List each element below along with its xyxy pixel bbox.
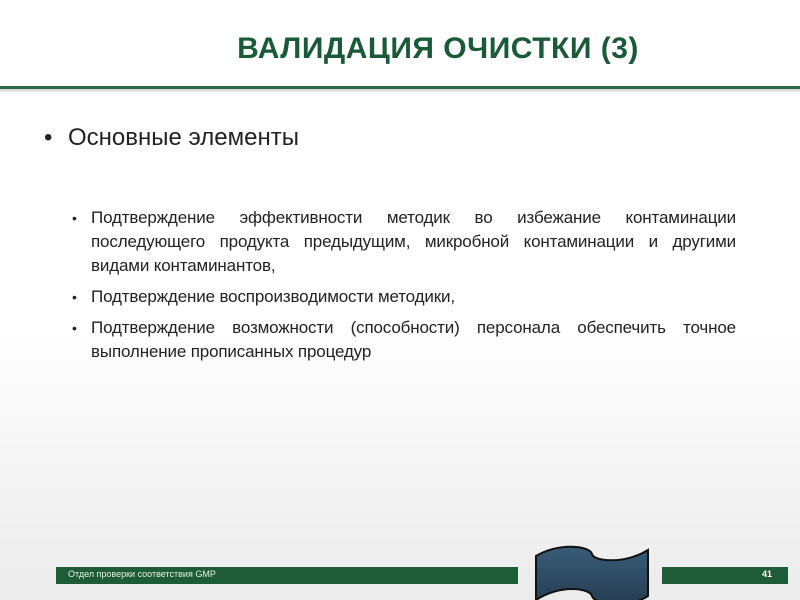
list-bullet: •: [72, 289, 77, 305]
list-item-text: Подтверждение эффективности методик во избежание контаминации последующего продукта предыдущим, микробной контаминации и другими видами контаминантов,: [91, 208, 736, 275]
heading-text: Основные элементы: [68, 124, 299, 151]
flag-icon[interactable]: [530, 542, 654, 600]
list-item-text: Подтверждение воспроизводимости методики,: [91, 287, 455, 306]
footer-bar: [56, 567, 518, 584]
list-item-text: Подтверждение возможности (способности) персонала обеспечить точное выполнение прописанных процедур: [91, 318, 736, 361]
section-heading: [44, 124, 299, 152]
list-bullet: •: [72, 320, 77, 336]
page-number: 41: [761, 569, 772, 579]
footer-bar-right: [662, 567, 788, 584]
list-bullet: •: [72, 210, 77, 226]
slide-title: ВАЛИДАЦИЯ ОЧИСТКИ (3): [237, 32, 639, 65]
bullet-list: [72, 206, 736, 371]
footer-department: Отдел проверки соответствия GMP: [68, 569, 216, 579]
heading-bullet: •: [44, 124, 53, 151]
list-item: [72, 316, 736, 364]
list-item: [72, 285, 736, 309]
title-divider-shadow: [0, 89, 800, 93]
list-item: [72, 206, 736, 278]
